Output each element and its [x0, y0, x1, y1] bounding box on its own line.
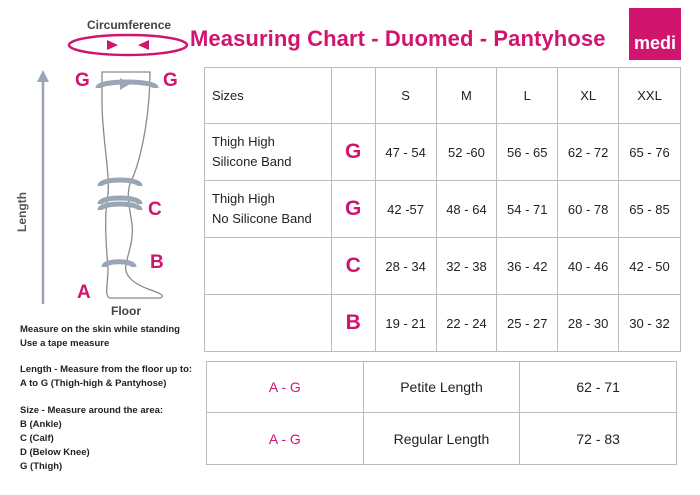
measure-letter: C [331, 238, 375, 295]
size-value: 48 - 64 [436, 181, 497, 238]
table-row [207, 413, 677, 465]
table-row [207, 362, 677, 413]
size-value: 28 - 30 [558, 295, 619, 352]
row-label [205, 238, 332, 295]
length-label: Length [15, 192, 29, 232]
sizes-header: Sizes [205, 68, 332, 124]
row-label-line: No Silicone Band [212, 211, 312, 226]
size-value: 62 - 72 [558, 124, 619, 181]
length-arrow-icon [36, 70, 50, 306]
size-value: 65 - 85 [619, 181, 681, 238]
table-row [205, 238, 681, 295]
floor-label: Floor [111, 304, 141, 318]
size-header: XXL [619, 68, 681, 124]
size-value: 40 - 46 [558, 238, 619, 295]
note-line: Use a tape measure [20, 338, 110, 349]
measure-letter: G [331, 181, 375, 238]
leg-illustration [90, 64, 180, 304]
length-value: 62 - 71 [520, 362, 677, 413]
size-value: 56 - 65 [497, 124, 558, 181]
size-value: 54 - 71 [497, 181, 558, 238]
note-line: Size - Measure around the area: [20, 405, 164, 416]
size-value: 25 - 27 [497, 295, 558, 352]
size-value: 60 - 78 [558, 181, 619, 238]
size-value: 65 - 76 [619, 124, 681, 181]
row-label [205, 295, 332, 352]
row-label-line: Thigh High [212, 134, 275, 149]
circumference-label: Circumference [87, 18, 172, 32]
medi-logo [629, 8, 681, 60]
table-header-row [205, 68, 681, 124]
size-value: 32 - 38 [436, 238, 497, 295]
length-range: A - G [207, 362, 364, 413]
size-value: 42 -57 [375, 181, 436, 238]
table-row [205, 124, 681, 181]
letter-b: B [150, 252, 164, 273]
table-row [205, 181, 681, 238]
letter-g-left: G [75, 70, 90, 91]
page-title: Measuring Chart - Duomed - Pantyhose [190, 26, 606, 51]
logo-text: medi [634, 33, 677, 53]
size-value: 19 - 21 [375, 295, 436, 352]
size-table [204, 67, 681, 352]
size-value: 22 - 24 [436, 295, 497, 352]
letter-a: A [77, 282, 91, 303]
note-line: G (Thigh) [20, 461, 63, 472]
table-row [205, 295, 681, 352]
row-label [205, 181, 332, 238]
letter-c: C [148, 199, 162, 220]
row-label-line: Silicone Band [212, 154, 292, 169]
size-header: S [375, 68, 436, 124]
header-cell [331, 68, 375, 124]
note-line: Length - Measure from the floor up to: [20, 364, 193, 375]
size-value: 47 - 54 [375, 124, 436, 181]
size-value: 28 - 34 [375, 238, 436, 295]
size-value: 52 -60 [436, 124, 497, 181]
length-table [206, 361, 677, 465]
measure-letter: G [331, 124, 375, 181]
row-label [205, 124, 332, 181]
size-header: M [436, 68, 497, 124]
size-value: 30 - 32 [619, 295, 681, 352]
length-type: Petite Length [363, 362, 520, 413]
note-line: D (Below Knee) [20, 447, 90, 458]
letter-g-right: G [163, 70, 178, 91]
note-line: Measure on the skin while standing [20, 324, 180, 335]
note-line: C (Calf) [20, 433, 54, 444]
length-type: Regular Length [363, 413, 520, 465]
circumference-arrow-icon [60, 30, 200, 60]
size-value: 36 - 42 [497, 238, 558, 295]
note-line: B (Ankle) [20, 419, 62, 430]
note-line: A to G (Thigh-high & Pantyhose) [20, 378, 167, 389]
row-label-line: Thigh High [212, 191, 275, 206]
size-header: L [497, 68, 558, 124]
length-range: A - G [207, 413, 364, 465]
measure-letter: B [331, 295, 375, 352]
size-header: XL [558, 68, 619, 124]
size-value: 42 - 50 [619, 238, 681, 295]
length-value: 72 - 83 [520, 413, 677, 465]
